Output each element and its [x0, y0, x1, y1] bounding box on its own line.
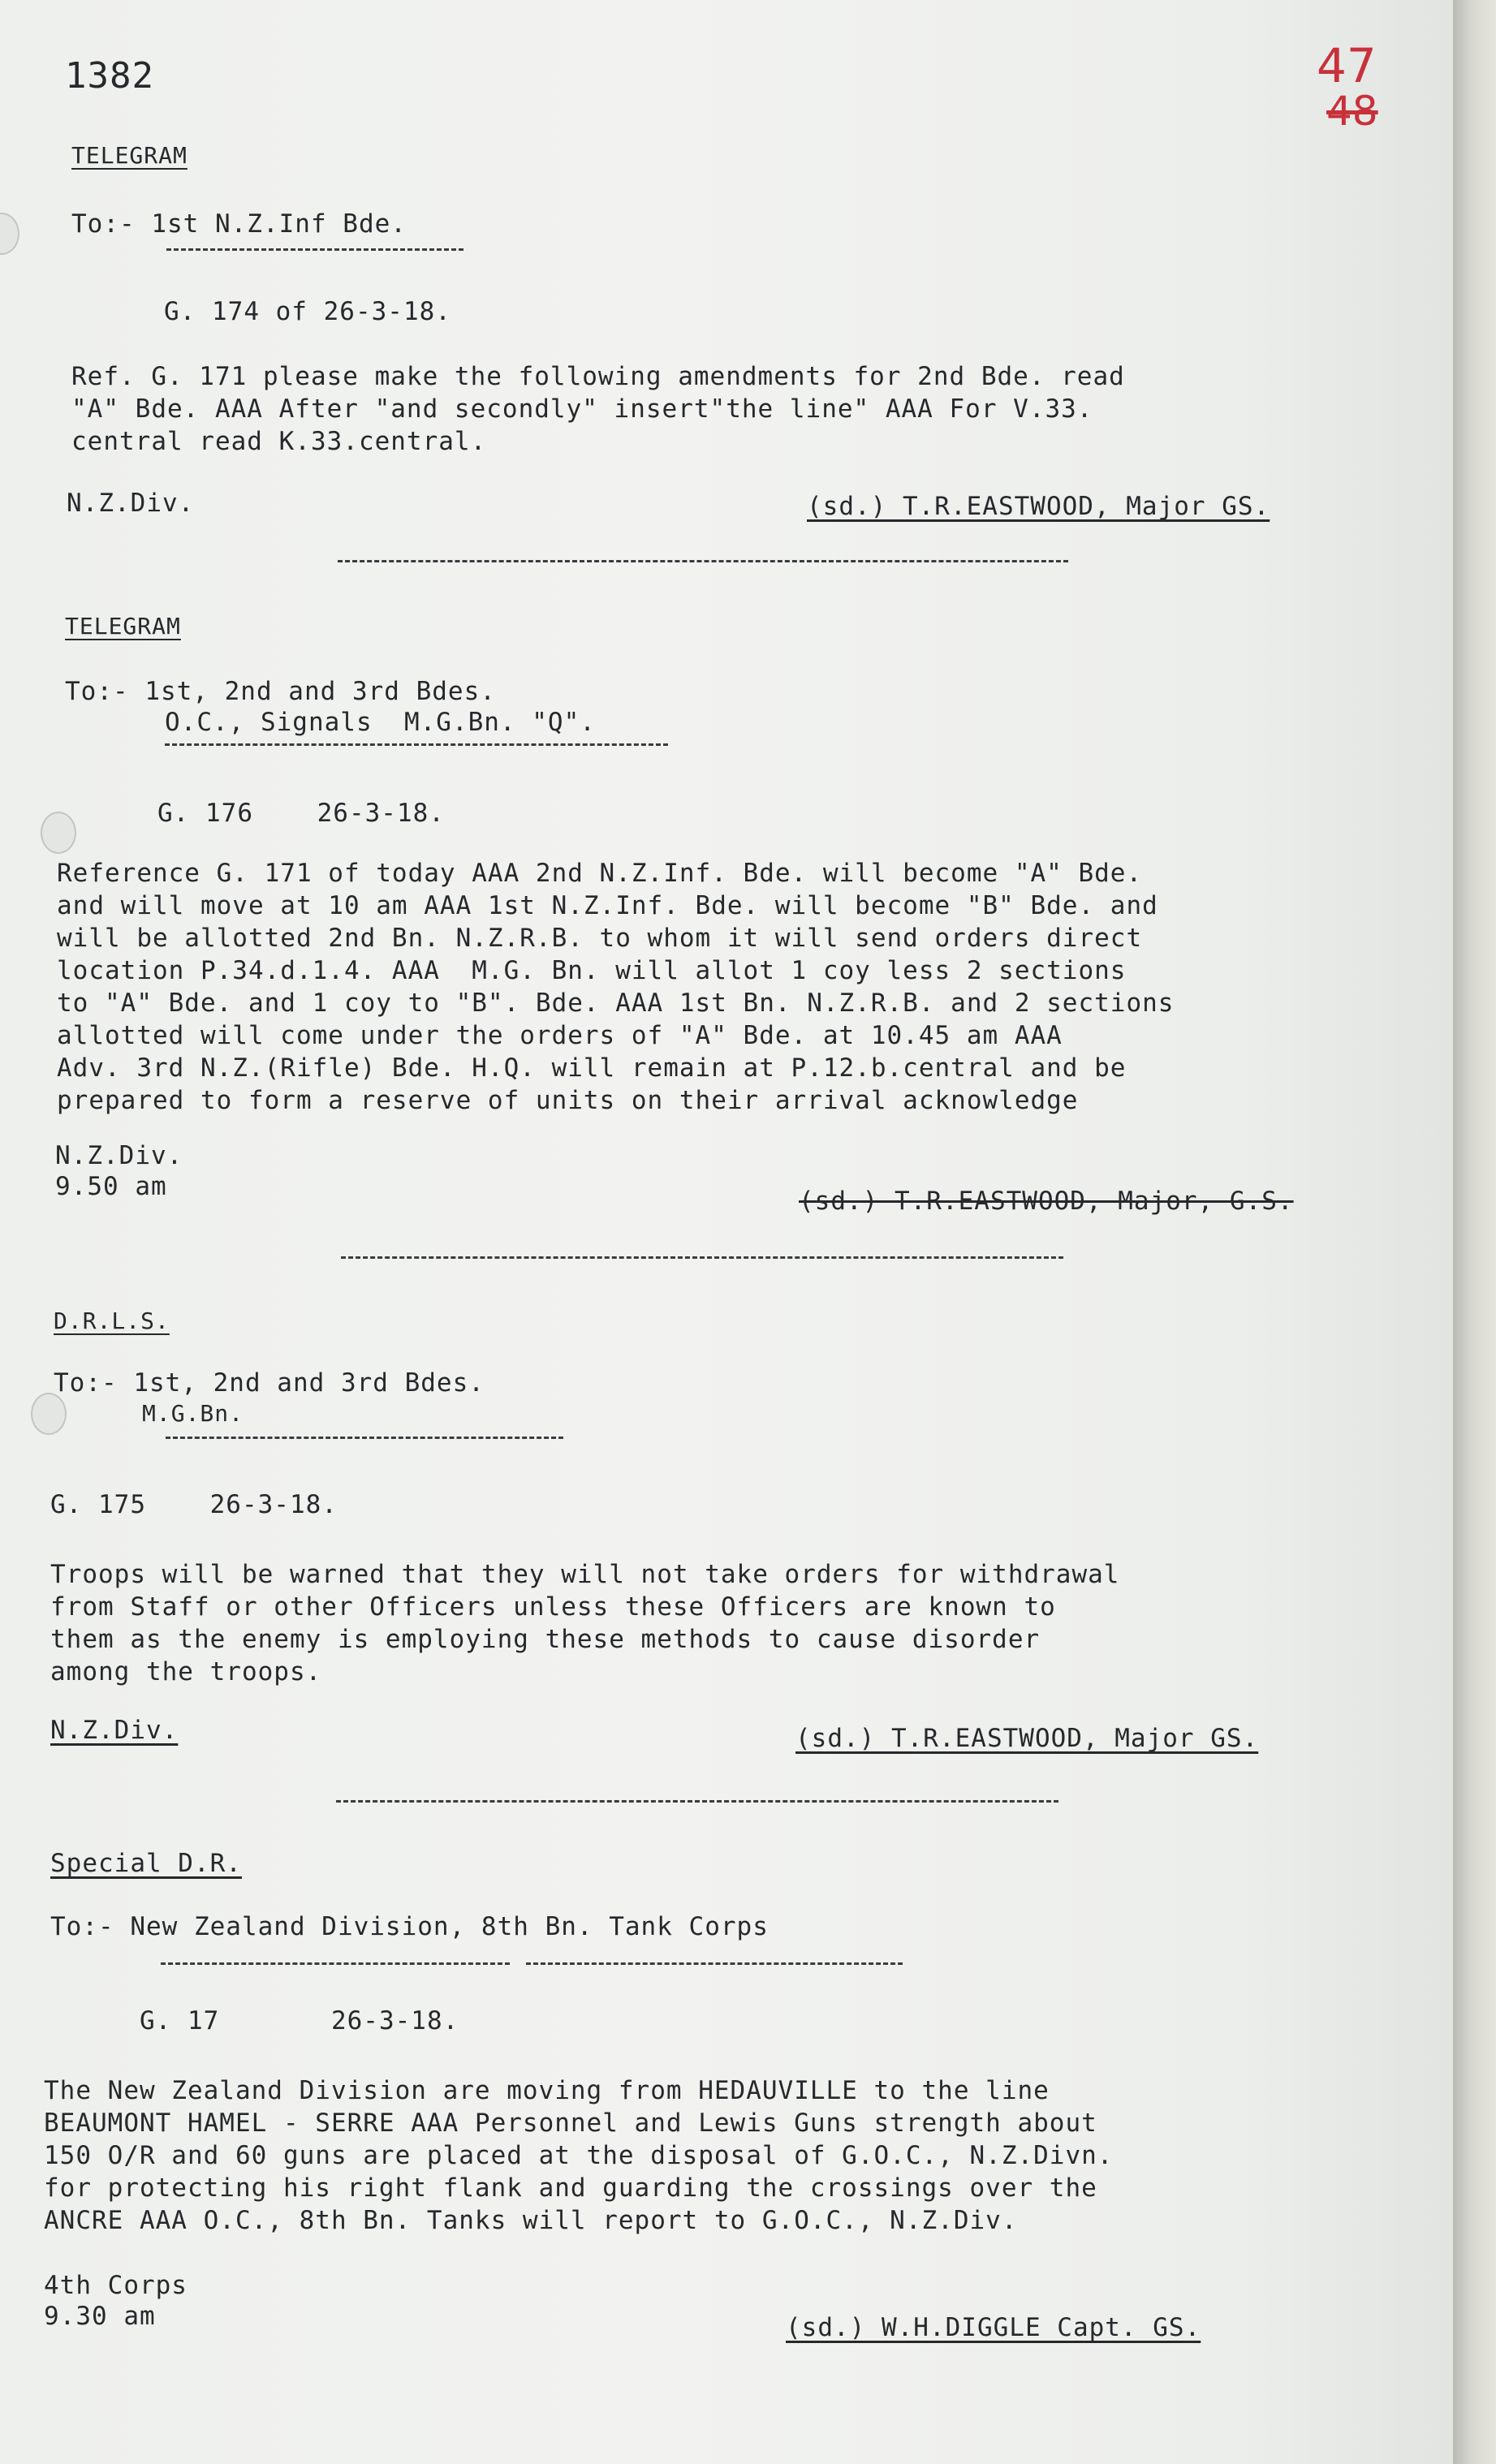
body-line: Ref. G. 171 please make the following amendments for 2nd Bde. read: [71, 362, 1125, 391]
recipient-underline: [161, 1962, 510, 1965]
recipient-line: To:- 1st, 2nd and 3rd Bdes.: [54, 1368, 485, 1398]
body-line: will be allotted 2nd Bn. N.Z.R.B. to whom it will send orders direct: [57, 924, 1143, 953]
message-reference: G. 17 26-3-18.: [140, 2006, 459, 2035]
recipient-underline: [166, 1437, 563, 1439]
recipient-underline: [166, 248, 463, 251]
body-line: from Staff or other Officers unless these Officers are known to: [50, 1592, 1056, 1622]
signature: (sd.) T.R.EASTWOOD, Major GS.: [807, 492, 1270, 521]
body-line: them as the enemy is employing these methods to cause disorder: [50, 1625, 1041, 1654]
body-line: among the troops.: [50, 1657, 322, 1686]
sender-line: N.Z.Div.: [67, 489, 195, 518]
body-line: BEAUMONT HAMEL - SERRE AAA Personnel and Lewis Guns strength about: [44, 2109, 1097, 2138]
recipient-line: O.C., Signals M.G.Bn. "Q".: [165, 708, 596, 737]
body-line: The New Zealand Division are moving from HEDAUVILLE to the line: [44, 2076, 1050, 2105]
section-divider: [338, 560, 1068, 562]
section-divider: [341, 1256, 1063, 1259]
signature: (sd.) T.R.EASTWOOD, Major, G.S.: [799, 1187, 1294, 1216]
recipient-underline: [165, 743, 668, 746]
body-line: prepared to form a reserve of units on their arrival acknowledge: [57, 1086, 1079, 1115]
body-line: Reference G. 171 of today AAA 2nd N.Z.Inf. Bde. will become "A" Bde.: [57, 859, 1143, 888]
message-heading: TELEGRAM: [65, 613, 181, 640]
sender-line: 9.50 am: [55, 1172, 167, 1201]
sender-line: 4th Corps: [44, 2271, 188, 2300]
body-line: location P.34.d.1.4. AAA M.G. Bn. will allot 1 coy less 2 sections: [57, 956, 1127, 985]
message-heading: Special D.R.: [50, 1849, 242, 1878]
signature: (sd.) W.H.DIGGLE Capt. GS.: [786, 2313, 1201, 2342]
message-reference: G. 174 of 26-3-18.: [164, 297, 451, 326]
page-edge: [1453, 0, 1496, 2464]
body-line: Troops will be warned that they will not take orders for withdrawal: [50, 1560, 1120, 1589]
body-line: ANCRE AAA O.C., 8th Bn. Tanks will report to G.O.C., N.Z.Div.: [44, 2206, 1018, 2235]
body-line: for protecting his right flank and guarding the crossings over the: [44, 2173, 1097, 2203]
message-heading: TELEGRAM: [71, 142, 188, 169]
body-line: central read K.33.central.: [71, 427, 487, 456]
body-line: Adv. 3rd N.Z.(Rifle) Bde. H.Q. will remain at P.12.b.central and be: [57, 1053, 1127, 1083]
recipient-line: To:- 1st, 2nd and 3rd Bdes.: [65, 677, 496, 706]
recipient-line: M.G.Bn.: [142, 1400, 244, 1427]
folio-annotation-struck: 48: [1326, 88, 1378, 135]
punch-hole: [41, 812, 76, 854]
body-line: allotted will come under the orders of "A" Bde. at 10.45 am AAA: [57, 1021, 1063, 1050]
body-line: 150 O/R and 60 guns are placed at the disposal of G.O.C., N.Z.Divn.: [44, 2141, 1114, 2170]
body-line: "A" Bde. AAA After "and secondly" insert"the line" AAA For V.33.: [71, 394, 1093, 424]
recipient-line: To:- New Zealand Division, 8th Bn. Tank Corps: [50, 1912, 769, 1941]
sender-line: 9.30 am: [44, 2302, 156, 2331]
body-line: to "A" Bde. and 1 coy to "B". Bde. AAA 1st Bn. N.Z.R.B. and 2 sections: [57, 989, 1175, 1018]
sender-line: N.Z.Div.: [55, 1141, 183, 1170]
folio-annotation-new: 47: [1317, 38, 1377, 93]
recipient-underline: [526, 1962, 903, 1965]
signature: (sd.) T.R.EASTWOOD, Major GS.: [795, 1724, 1259, 1753]
page-number: 1382: [65, 55, 154, 97]
message-reference: G. 176 26-3-18.: [157, 799, 445, 828]
message-heading: D.R.L.S.: [54, 1307, 170, 1334]
message-reference: G. 175 26-3-18.: [50, 1490, 338, 1519]
body-line: and will move at 10 am AAA 1st N.Z.Inf. Bde. will become "B" Bde. and: [57, 891, 1158, 920]
recipient-line: To:- 1st N.Z.Inf Bde.: [71, 209, 407, 239]
section-divider: [336, 1800, 1058, 1803]
punch-hole: [0, 213, 19, 255]
sender-line: N.Z.Div.: [50, 1716, 179, 1745]
